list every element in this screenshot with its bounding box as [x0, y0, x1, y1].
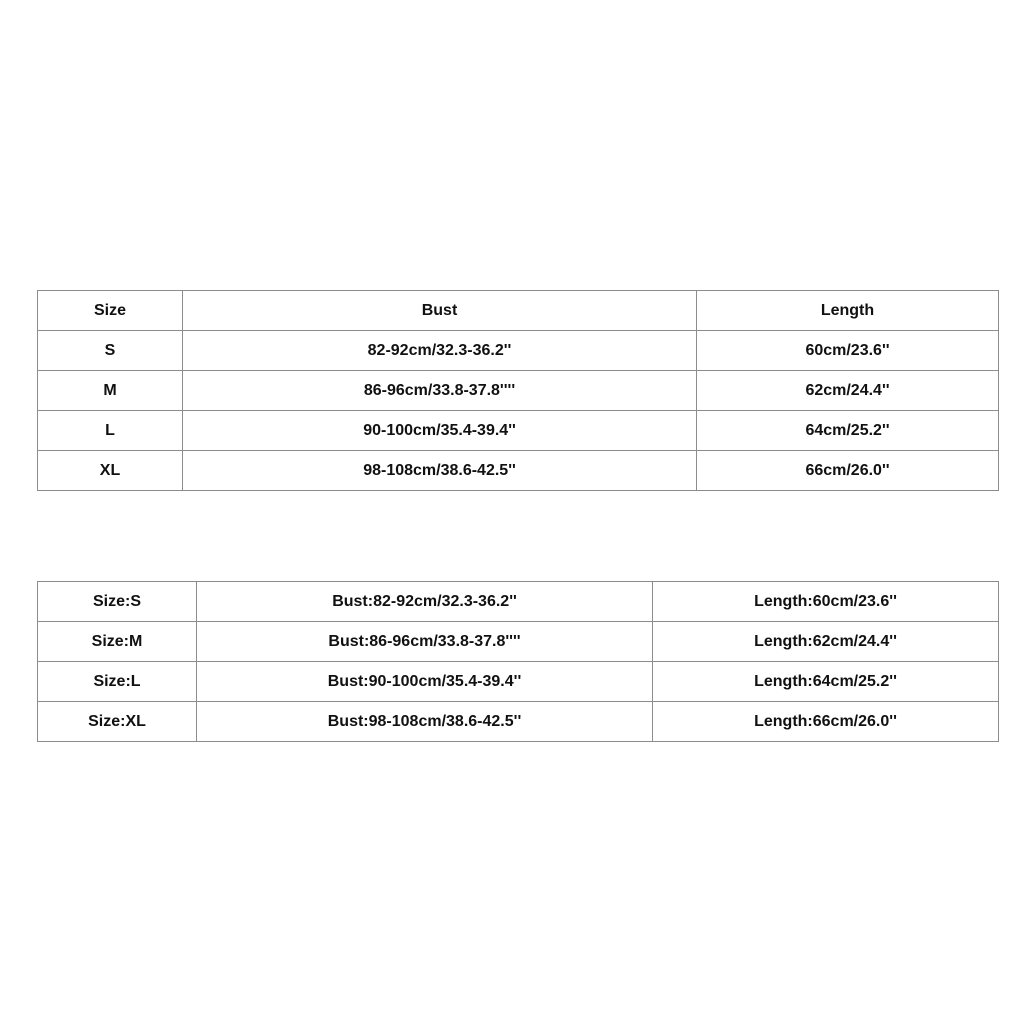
bust-cell: 86-96cm/33.8-37.8'''' — [183, 371, 697, 411]
length-cell: 64cm/25.2'' — [697, 411, 999, 451]
bust-cell: 98-108cm/38.6-42.5'' — [183, 451, 697, 491]
size-cell: M — [38, 371, 183, 411]
table-row — [38, 622, 999, 662]
bust-cell: 82-92cm/32.3-36.2'' — [183, 331, 697, 371]
header-bust: Bust — [183, 291, 697, 331]
table-row — [38, 411, 999, 451]
size-cell: Size:S — [38, 582, 197, 622]
length-cell: 62cm/24.4'' — [697, 371, 999, 411]
length-cell: 60cm/23.6'' — [697, 331, 999, 371]
size-cell: XL — [38, 451, 183, 491]
bust-cell: Bust:90-100cm/35.4-39.4'' — [197, 662, 653, 702]
size-cell: Size:L — [38, 662, 197, 702]
length-cell: Length:66cm/26.0'' — [653, 702, 999, 742]
table-row — [38, 582, 999, 622]
header-length: Length — [697, 291, 999, 331]
table-row — [38, 702, 999, 742]
length-cell: 66cm/26.0'' — [697, 451, 999, 491]
size-cell: Size:M — [38, 622, 197, 662]
header-row — [38, 291, 999, 331]
bust-cell: Bust:98-108cm/38.6-42.5'' — [197, 702, 653, 742]
table-row — [38, 371, 999, 411]
table-row — [38, 451, 999, 491]
table-row — [38, 331, 999, 371]
size-list-table — [37, 581, 999, 742]
table-row — [38, 662, 999, 702]
bust-cell: Bust:86-96cm/33.8-37.8'''' — [197, 622, 653, 662]
length-cell: Length:60cm/23.6'' — [653, 582, 999, 622]
bust-cell: 90-100cm/35.4-39.4'' — [183, 411, 697, 451]
header-size: Size — [38, 291, 183, 331]
size-chart-table — [37, 290, 999, 491]
size-cell: L — [38, 411, 183, 451]
size-cell: Size:XL — [38, 702, 197, 742]
length-cell: Length:62cm/24.4'' — [653, 622, 999, 662]
length-cell: Length:64cm/25.2'' — [653, 662, 999, 702]
size-cell: S — [38, 331, 183, 371]
bust-cell: Bust:82-92cm/32.3-36.2'' — [197, 582, 653, 622]
